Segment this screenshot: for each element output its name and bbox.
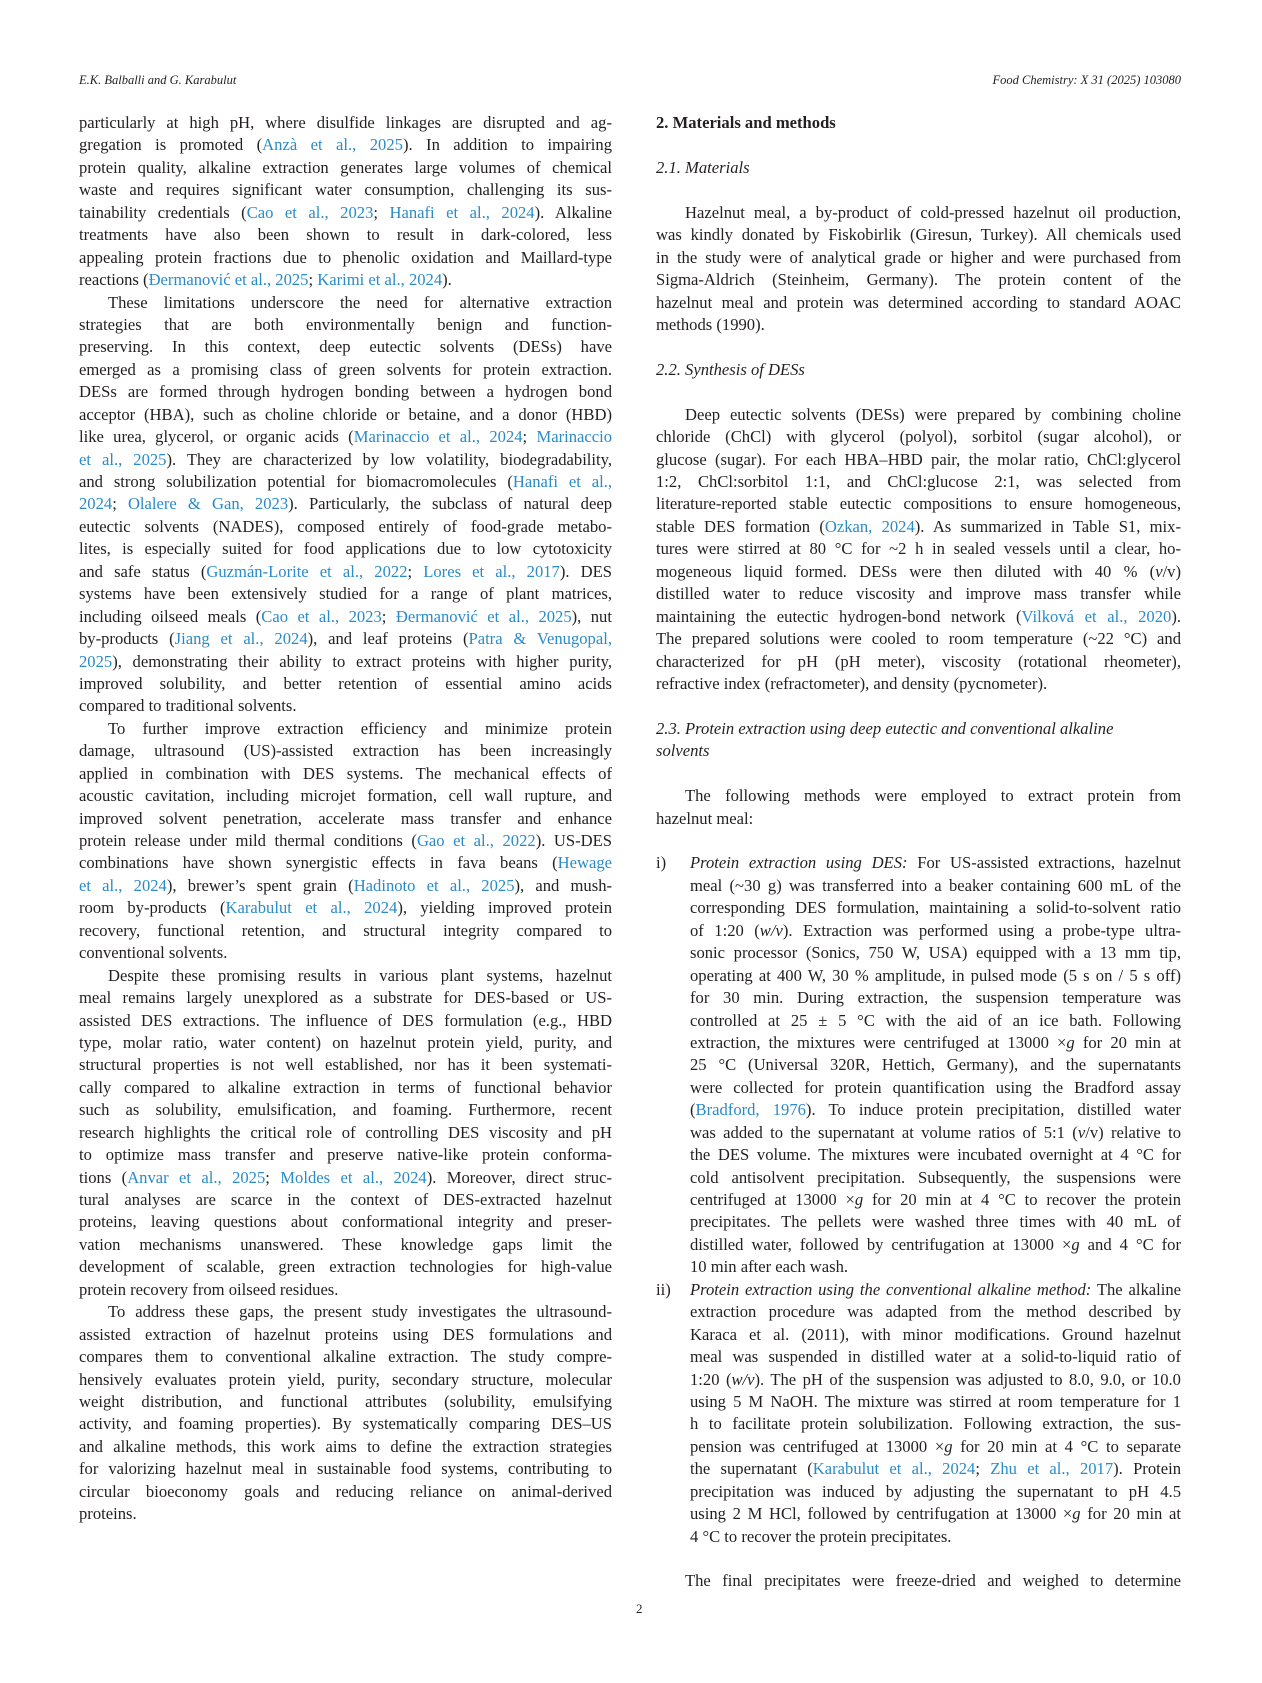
spacer	[656, 763, 1181, 785]
text-line: gregation is promoted (Anzà et al., 2025). In addition to impairing	[79, 135, 612, 155]
text-line: assisted extraction of hazelnut proteins using DES formulations and	[79, 1324, 612, 1344]
text-line: The prepared solutions were cooled to room temperature (~22 °C) and	[656, 629, 1181, 649]
spacer	[656, 830, 1181, 852]
text-line: maintaining the eutectic hydrogen-bond network (Vilková et al., 2020).	[656, 606, 1182, 626]
paragraph	[656, 785, 1181, 830]
citation-link[interactable]: Marinaccio	[536, 427, 613, 447]
running-header-authors: E.K. Balballi and G. Karabulut	[79, 73, 237, 87]
text-line: Protein extraction using the conventional alkaline method: The alkaline	[690, 1279, 1181, 1299]
text-line: of 1:20 (w/v). Extraction was performed using a probe-type ultra-	[690, 920, 1181, 940]
text-line: refractive index (refractometer), and density (pycnometer).	[656, 673, 1048, 693]
text-line: systems have been extensively studied for a range of plant matrices,	[79, 584, 612, 604]
text-line: hensively evaluates protein yield, purity, secondary structure, molecular	[79, 1369, 612, 1389]
paragraph	[656, 202, 1181, 337]
text-line: et al., 2024), brewer’s spent grain (Hadinoto et al., 2025), and mush-	[79, 875, 613, 895]
text-line: precipitation was induced by adjusting the supernatant to pH 4.5	[690, 1481, 1181, 1501]
text-line: acoustic cavitation, including microjet formation, cell wall rupture, and	[79, 786, 612, 806]
citation-link[interactable]: Cao et al., 2023	[261, 606, 382, 626]
text-line: Protein extraction using DES: For US-assisted extractions, hazelnut	[690, 853, 1181, 873]
text-line: including oilseed meals (Cao et al., 2023; Đermanović et al., 2025), nut	[79, 606, 612, 626]
spacer	[656, 134, 1181, 156]
text-line: structural properties is not well established, nor has it been systemati-	[79, 1055, 612, 1075]
text-line: tions (Anvar et al., 2025; Moldes et al., 2024). Moreover, direct struc-	[79, 1167, 612, 1187]
text-line: and strong solubilization potential for biomacromolecules (Hanafi et al.,	[79, 472, 612, 491]
text-line: by-products (Jiang et al., 2024), and leaf proteins (Patra & Venugopal,	[79, 629, 612, 649]
text-line: research highlights the critical role of controlling DES viscosity and pH	[79, 1122, 612, 1142]
italic-text: g	[1066, 1032, 1075, 1052]
text-line: cally compared to alkaline extraction in terms of functional behavior	[79, 1077, 612, 1097]
text-line: and safe status (Guzmán-Lorite et al., 2022; Lores et al., 2017). DES	[79, 561, 613, 581]
text-line: lites, is especially suited for food applications due to low cytotoxicity	[79, 539, 612, 559]
citation-link[interactable]: Moldes et al., 2024	[280, 1167, 427, 1187]
text-line: 25 °C (Universal 320R, Hettich, Germany), and the supernatants	[690, 1055, 1181, 1075]
text-line: Deep eutectic solvents (DESs) were prepared by combining choline	[685, 404, 1181, 424]
citation-link[interactable]: Đermanović et al., 2025	[395, 606, 572, 626]
running-header-journal: Food Chemistry: X 31 (2025) 103080	[992, 73, 1181, 87]
text-line: tainability credentials (Cao et al., 2023; Hanafi et al., 2024). Alkaline	[79, 202, 612, 222]
text-line: characterized for pH (pH meter), viscosity (rotational rheometer),	[656, 651, 1181, 671]
italic-text: Protein extraction using DES:	[690, 853, 908, 873]
italic-text: g	[854, 1190, 864, 1209]
text-line: protein release under mild thermal conditions (Gao et al., 2022). US-DES	[79, 831, 613, 850]
text-line: (Bradford, 1976). To induce protein precipitation, distilled water	[690, 1100, 1181, 1120]
text-line: reactions (Đermanović et al., 2025; Karimi et al., 2024).	[79, 270, 452, 290]
text-line: chloride (ChCl) with glycerol (polyol), sorbitol (sugar alcohol), or	[656, 427, 1181, 447]
text-line: recovery, functional retention, and structural integrity compared to	[79, 920, 612, 940]
subsection-heading: 2.3. Protein extraction using deep eutectic and conventional alkaline	[656, 718, 1114, 738]
text-line: operating at 400 W, 30 % amplitude, in pulsed mode (5 s on / 5 s off)	[690, 965, 1181, 985]
text-line: precipitates. The pellets were washed three times with 40 mL of	[690, 1212, 1181, 1232]
text-line: hazelnut meal and protein was determined according to standard AOAC	[656, 292, 1181, 312]
text-line: assisted DES extractions. The influence of DES formulation (e.g., HBD	[79, 1010, 612, 1030]
citation-link[interactable]: Anzà et al., 2025	[262, 135, 403, 155]
citation-link[interactable]: Bradford, 1976	[695, 1100, 806, 1120]
text-line: proteins, leaving questions about conformational integrity and preser-	[79, 1212, 612, 1232]
citation-link[interactable]: Guzmán-Lorite et al., 2022	[206, 561, 408, 581]
text-line: protein recovery from oilseed residues.	[79, 1279, 339, 1299]
text-line: tural analyses are scarce in the context of DES-extracted hazelnut	[79, 1190, 612, 1209]
text-line: development of scalable, green extraction technologies for high-value	[79, 1257, 612, 1277]
list-marker: i)	[656, 853, 667, 873]
text-line: et al., 2025). They are characterized by low volatility, biodegradability,	[79, 449, 613, 469]
citation-link[interactable]: Lores et al., 2017	[423, 561, 560, 581]
left-column-introduction	[79, 112, 612, 1526]
text-line: To address these gaps, the present study investigates the ultrasound-	[108, 1302, 612, 1322]
text-line: distilled water, followed by centrifugation at 13000 ×g and 4 °C for	[690, 1234, 1182, 1254]
citation-link[interactable]: Anvar et al., 2025	[127, 1167, 266, 1187]
citation-link[interactable]: Patra & Venugopal,	[468, 629, 612, 649]
spacer	[656, 695, 1181, 717]
text-line: were collected for protein quantification using the Bradford assay	[690, 1077, 1181, 1097]
text-line: protein quality, alkaline extraction generates large volumes of chemical	[79, 157, 612, 177]
subsection-heading: solvents	[656, 741, 710, 761]
text-line: applied in combination with DES systems. The mechanical effects of	[79, 763, 612, 783]
text-line: waste and requires significant water consumption, challenging its sus-	[79, 180, 612, 200]
text-line: improved solubility, and better retention of essential amino acids	[79, 673, 612, 693]
text-line: and alkaline methods, this work aims to define the extraction strategies	[79, 1436, 612, 1456]
text-line: preserving. In this context, deep eutectic solvents (DESs) have	[79, 337, 612, 357]
text-line: Hazelnut meal, a by-product of cold-pressed hazelnut oil production,	[685, 202, 1181, 222]
citation-link[interactable]: Hanafi et al.,	[512, 472, 612, 491]
text-line: activity, and foaming properties). By systematically comparing DES–US	[79, 1414, 612, 1434]
italic-text: Protein extraction using the conventional alkaline method:	[690, 1279, 1092, 1299]
text-line: These limitations underscore the need for alternative extraction	[108, 292, 612, 312]
spacer	[656, 1548, 1181, 1570]
text-line: literature-reported stable eutectic compositions to ensure homogeneous,	[656, 494, 1181, 514]
text-line: type, molar ratio, water content) on hazelnut protein yield, purity, and	[79, 1032, 612, 1052]
citation-link[interactable]: et al., 2024	[79, 875, 167, 895]
citation-link[interactable]: 2024	[79, 494, 113, 514]
italic-text: w/v	[759, 920, 783, 940]
citation-link[interactable]: Ozkan, 2024	[824, 516, 915, 536]
text-line: for 30 min. During extraction, the suspension temperature was	[690, 988, 1181, 1008]
text-line: extraction procedure was adapted from the method described by	[690, 1302, 1181, 1322]
text-line: controlled at 25 ± 5 °C with the aid of an ice bath. Following	[690, 1010, 1181, 1030]
citation-link[interactable]: Gao et al., 2022	[416, 831, 536, 850]
text-line: room by-products (Karabulut et al., 2024), yielding improved protein	[79, 898, 612, 918]
italic-text: v	[1155, 561, 1163, 581]
text-line: damage, ultrasound (US)-assisted extraction has been increasingly	[79, 741, 612, 761]
text-line: Sigma-Aldrich (Steinheim, Germany). The protein content of the	[656, 270, 1181, 290]
spacer	[656, 381, 1181, 403]
text-line: was added to the supernatant at volume ratios of 5:1 (v/v) relative to	[690, 1122, 1182, 1142]
citation-link[interactable]: Karabulut et al., 2024	[812, 1459, 976, 1479]
text-line: in the study were of analytical grade or higher and were purchased from	[656, 247, 1181, 267]
text-line: meal was suspended in distilled water at a solid-to-liquid ratio of	[690, 1347, 1181, 1367]
text-line: treatments have also been shown to result in dark-colored, less	[79, 225, 612, 245]
section-heading: 2. Materials and methods	[656, 113, 836, 132]
italic-text: g	[944, 1436, 953, 1456]
text-line: stable DES formation (Ozkan, 2024). As summarized in Table S1, mix-	[656, 516, 1181, 536]
text-line: 2025), demonstrating their ability to extract proteins with higher purity,	[79, 651, 612, 671]
text-line: h to facilitate protein solubilization. Following extraction, the sus-	[690, 1414, 1181, 1434]
text-line: centrifuged at 13000 ×g for 20 min at 4 °C to recover the protein	[690, 1190, 1181, 1209]
text-line: improved solvent penetration, accelerate mass transfer and enhance	[79, 808, 612, 828]
text-line: corresponding DES formulation, maintaining a solid-to-solvent ratio	[690, 898, 1181, 918]
text-line: The following methods were employed to extract protein from	[685, 786, 1181, 806]
text-line: particularly at high pH, where disulfide linkages are disrupted and ag-	[79, 113, 612, 132]
text-line: appealing protein fractions due to phenolic oxidation and Maillard-type	[79, 247, 612, 267]
text-line: Karaca et al. (2011), with minor modifications. Ground hazelnut	[690, 1324, 1181, 1344]
italic-text: g	[1071, 1234, 1080, 1254]
text-line: such as solubility, emulsification, and foaming. Furthermore, recent	[79, 1100, 612, 1120]
paragraph	[656, 404, 1181, 696]
text-line: was kindly donated by Fiskobirlik (Giresun, Turkey). All chemicals used	[656, 225, 1181, 245]
citation-link[interactable]: Hewage	[557, 853, 612, 873]
text-line: pension was centrifuged at 13000 ×g for 20 min at 4 °C to separate	[690, 1436, 1181, 1456]
text-line: combinations have shown synergistic effects in fava beans (Hewage	[79, 853, 612, 873]
citation-link[interactable]: Marinaccio et al., 2024	[353, 427, 523, 447]
text-line: tures were stirred at 80 °C for ~2 h in sealed vessels until a clear, ho-	[656, 539, 1181, 559]
text-line: 1:2, ChCl:sorbitol 1:1, and ChCl:glucose 2:1, was selected from	[656, 472, 1181, 491]
citation-link[interactable]: Karabulut et al., 2024	[225, 898, 398, 918]
citation-link[interactable]: Đermanović et al., 2025	[148, 270, 309, 290]
text-line: the DES volume. The mixtures were incubated overnight at 4 °C for	[690, 1145, 1181, 1165]
text-line: 2024; Olalere & Gan, 2023). Particularly, the subclass of natural deep	[79, 494, 612, 514]
text-line: proteins.	[79, 1504, 137, 1524]
text-line: circular bioeconomy goals and reducing reliance on animal-derived	[79, 1481, 612, 1501]
text-line: the supernatant (Karabulut et al., 2024; Zhu et al., 2017). Protein	[690, 1459, 1181, 1479]
citation-link[interactable]: Hadinoto et al., 2025	[353, 875, 515, 895]
text-line: compares them to conventional alkaline extraction. The study compre-	[79, 1347, 612, 1367]
text-line: glucose (sugar). For each HBA–HBD pair, the molar ratio, ChCl:glycerol	[656, 449, 1181, 469]
text-line: vation mechanisms unanswered. These knowledge gaps limit the	[79, 1234, 612, 1254]
list-marker: ii)	[656, 1279, 671, 1299]
text-line: 4 °C to recover the protein precipitates.	[690, 1526, 952, 1546]
text-line: eutectic solvents (NADES), composed entirely of food-grade metabo-	[79, 516, 612, 536]
text-line: Despite these promising results in various plant systems, hazelnut	[108, 965, 612, 985]
text-line: to optimize mass transfer and preserve native-like protein conforma-	[79, 1145, 612, 1165]
text-line: like urea, glycerol, or organic acids (Marinaccio et al., 2024; Marinaccio	[79, 427, 613, 447]
text-line: using 5 M NaOH. The mixture was stirred at room temperature for 1	[690, 1391, 1181, 1411]
spacer	[656, 179, 1181, 201]
citation-link[interactable]: 2025	[79, 651, 113, 671]
citation-link[interactable]: et al., 2025	[79, 449, 167, 469]
text-line: 1:20 (w/v). The pH of the suspension was adjusted to 8.0, 9.0, or 10.0	[690, 1369, 1181, 1389]
subsection-heading: 2.1. Materials	[656, 157, 750, 177]
subsection-heading: 2.2. Synthesis of DESs	[656, 359, 805, 379]
text-line: meal remains largely unexplored as a substrate for DES-based or US-	[79, 988, 612, 1008]
citation-link[interactable]: Olalere & Gan, 2023	[127, 494, 289, 514]
text-line: cold antisolvent precipitation. Subsequently, the suspensions were	[690, 1167, 1181, 1187]
right-column-materials-methods	[656, 112, 1181, 1593]
list-item	[656, 1279, 1181, 1548]
text-line: acceptor (HBA), such as choline chloride or betaine, and a donor (HBD)	[79, 404, 612, 424]
text-line: compared to traditional solvents.	[79, 696, 297, 716]
text-line: strategies that are both environmentally benign and function-	[79, 314, 612, 334]
spacer	[656, 336, 1181, 358]
text-line: meal (~30 g) was transferred into a beaker containing 600 mL of the	[690, 875, 1181, 895]
text-line: conventional solvents.	[79, 943, 228, 963]
italic-text: w/v	[731, 1369, 755, 1389]
text-line: sonic processor (Sonics, 750 W, USA) equipped with a 13 mm tip,	[690, 943, 1181, 963]
citation-link[interactable]: Karimi et al., 2024	[317, 270, 443, 290]
text-line: for valorizing hazelnut meal in sustainable food systems, contributing to	[79, 1459, 612, 1479]
text-line: weight distribution, and functional attributes (solubility, emulsifying	[79, 1391, 612, 1411]
citation-link[interactable]: Cao et al., 2023	[246, 202, 374, 222]
text-line: 10 min after each wash.	[690, 1257, 849, 1277]
text-line: DESs are formed through hydrogen bonding between a hydrogen bond	[79, 382, 612, 402]
text-line: using 2 M HCl, followed by centrifugation at 13000 ×g for 20 min at	[690, 1504, 1181, 1524]
citation-link[interactable]: Zhu et al., 2017	[990, 1459, 1114, 1479]
text-line: hazelnut meal:	[656, 808, 754, 828]
text-line: methods (1990).	[656, 314, 765, 334]
page-number: 2	[636, 1601, 643, 1616]
text-line: To further improve extraction efficiency and minimize protein	[108, 718, 612, 738]
citation-link[interactable]: Vilková et al., 2020	[1021, 606, 1172, 626]
list-item	[656, 852, 1181, 1278]
text-line: The final precipitates were freeze-dried and weighed to determine	[685, 1571, 1181, 1591]
citation-link[interactable]: Jiang et al., 2024	[174, 629, 308, 649]
text-line: extraction, the mixtures were centrifuged at 13000 ×g for 20 min at	[690, 1032, 1181, 1052]
text-line: emerged as a promising class of green solvents for protein extraction.	[79, 359, 612, 379]
paragraph	[656, 1570, 1181, 1592]
citation-link[interactable]: Hanafi et al., 2024	[389, 202, 535, 222]
text-line: distilled water to reduce viscosity and improve mass transfer while	[656, 584, 1181, 604]
italic-text: v	[1077, 1122, 1086, 1142]
italic-text: g	[1072, 1504, 1081, 1524]
text-line: mogeneous liquid formed. DESs were then diluted with 40 % (v/v)	[656, 561, 1181, 581]
